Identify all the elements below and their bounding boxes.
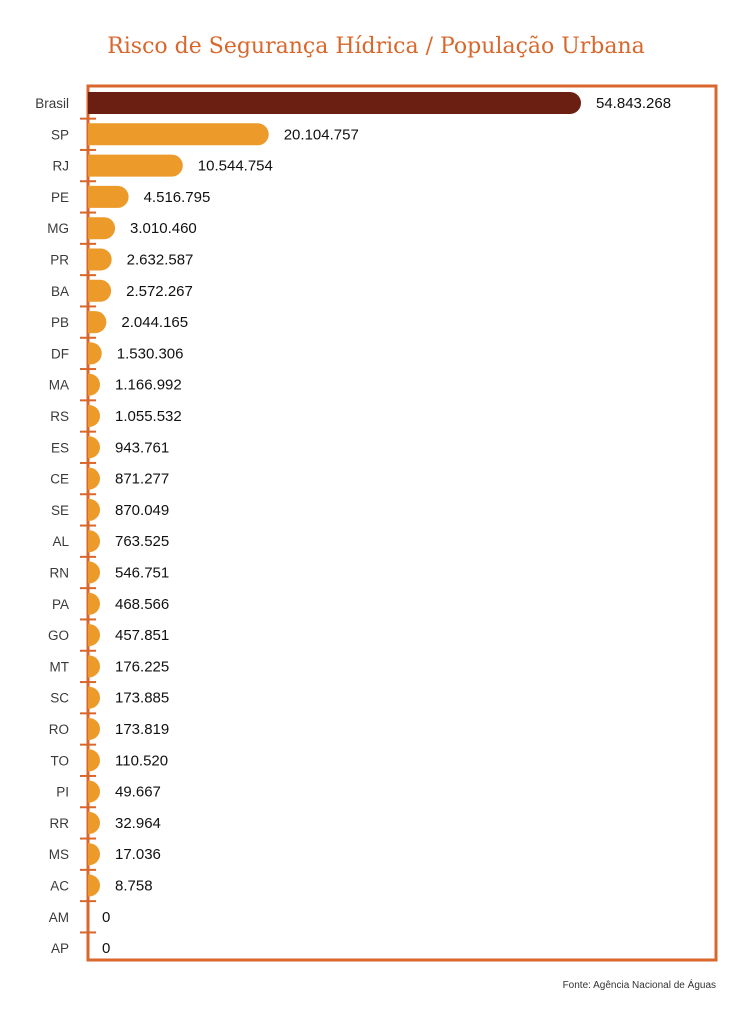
data-label: 2.044.165 [121, 314, 189, 332]
data-label: 2.632.587 [126, 251, 194, 269]
bar [88, 718, 100, 740]
bar [88, 812, 100, 834]
data-label: 176.225 [115, 658, 170, 676]
data-label: 1.530.306 [116, 345, 184, 363]
bar [88, 875, 100, 897]
chart-frame [88, 86, 716, 960]
bar [88, 436, 100, 458]
category-label: Brasil [35, 96, 69, 111]
data-label: 1.166.992 [115, 376, 182, 394]
bar [88, 843, 100, 865]
category-label: RJ [52, 158, 69, 174]
data-label: 173.885 [115, 689, 170, 707]
data-label: 763.525 [115, 533, 170, 551]
bar [88, 311, 106, 333]
category-label: SE [50, 502, 69, 518]
bar [88, 186, 129, 208]
bar [88, 155, 183, 177]
data-label: 20.104.757 [283, 126, 359, 144]
data-label: 457.851 [115, 627, 170, 645]
data-label: 468.566 [115, 595, 170, 613]
category-label: ES [50, 440, 69, 456]
category-label: RS [50, 409, 69, 424]
category-label: AC [50, 878, 69, 894]
bar [88, 781, 100, 803]
category-label: PE [50, 189, 69, 205]
category-label: AP [50, 941, 69, 957]
category-label: SC [50, 690, 69, 706]
data-label: 17.036 [115, 846, 161, 864]
category-label: RN [49, 565, 69, 581]
data-label: 546.751 [115, 564, 170, 582]
category-label: MG [47, 221, 69, 237]
bar [88, 342, 102, 364]
category-label: SP [50, 127, 69, 143]
bar [88, 749, 100, 771]
category-label: MS [48, 847, 69, 863]
value-labels [102, 95, 671, 957]
data-label: 943.761 [115, 439, 170, 457]
category-label: GO [47, 628, 69, 644]
category-label: AM [48, 909, 69, 925]
category-label: PB [50, 315, 69, 331]
data-label: 4.516.795 [143, 188, 211, 206]
data-label: 173.819 [115, 721, 170, 738]
category-label: BA [50, 283, 69, 299]
source-note: Fonte: Agência Nacional de Águas [562, 980, 716, 991]
bar [88, 92, 581, 114]
data-label: 54.843.268 [596, 95, 672, 112]
bar [88, 468, 100, 490]
data-label: 8.758 [115, 877, 153, 895]
bar [88, 530, 100, 552]
category-label: PI [56, 784, 69, 800]
category-label: MT [49, 659, 69, 675]
bar [88, 687, 100, 709]
bar [88, 655, 100, 677]
bar [88, 374, 100, 396]
category-label: PA [51, 596, 69, 612]
data-label: 10.544.754 [197, 157, 273, 175]
data-label: 2.572.267 [126, 282, 193, 300]
category-label: MA [48, 377, 69, 393]
category-label: DF [51, 346, 69, 362]
bar [88, 593, 100, 615]
data-label: 0 [102, 940, 111, 958]
data-label: 3.010.460 [130, 220, 197, 238]
bar [88, 405, 100, 427]
bar [88, 499, 100, 521]
bar [88, 123, 269, 145]
category-labels [35, 96, 69, 956]
bars [88, 92, 581, 897]
data-label: 0 [102, 908, 111, 926]
data-label: 1.055.532 [115, 408, 182, 425]
data-label: 871.277 [115, 470, 170, 488]
bar [88, 562, 100, 584]
category-label: RR [49, 815, 69, 831]
bar [88, 217, 115, 239]
category-label: TO [50, 753, 69, 769]
chart-title: Risco de Segurança Hídrica / População Urbana [107, 34, 645, 59]
category-label: PR [50, 252, 69, 268]
data-label: 110.520 [115, 752, 169, 770]
bar [88, 624, 100, 646]
category-label: CE [50, 471, 69, 487]
category-label: AL [52, 534, 69, 550]
data-label: 49.667 [115, 783, 161, 801]
bar [88, 280, 111, 302]
bar [88, 249, 112, 271]
data-label: 32.964 [115, 814, 161, 832]
category-label: RO [48, 722, 69, 737]
data-label: 870.049 [115, 501, 170, 519]
